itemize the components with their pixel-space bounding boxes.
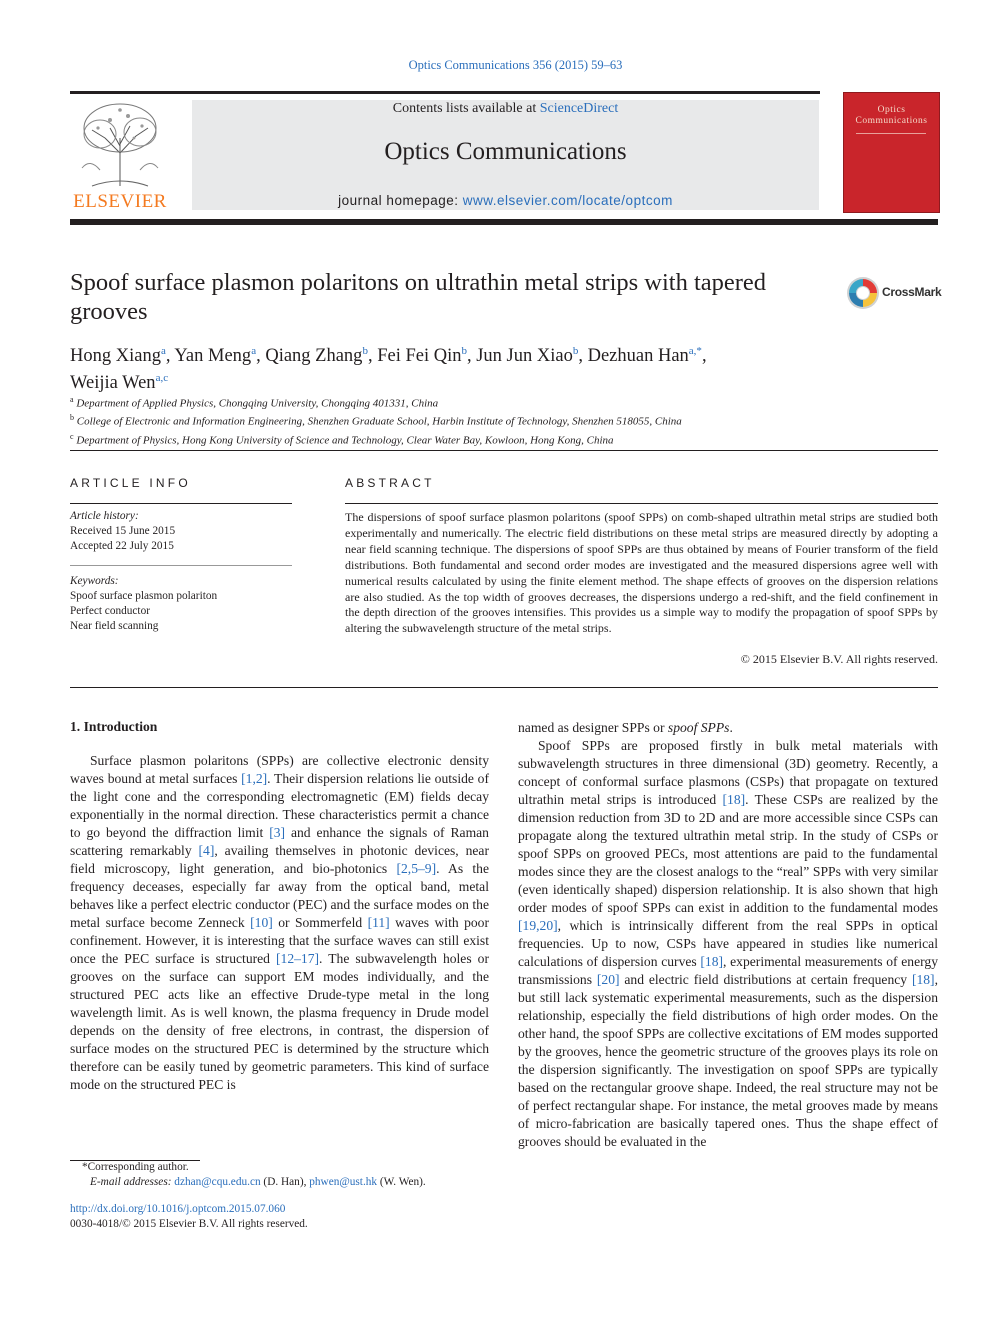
affiliation: $^c$ Department of Physics, Hong Kong University of Science and Technology, Clear Water Bay, Kowloon, Hong Kong, China [70, 431, 614, 447]
affiliation: $^b$ College of Electronic and Information Engineering, Shenzhen Graduate School, Harbin Institute of Technology, Shenzhen 518055, China [70, 413, 682, 428]
citation-link[interactable]: [4] [198, 843, 215, 858]
citation-link[interactable]: [2,5–9] [396, 861, 437, 876]
homepage-prefix: journal homepage: [338, 193, 463, 208]
crossmark-label: CrossMark [882, 285, 942, 299]
author-list: Hong Xiang$^a$, Yan Meng$^a$, Qiang Zhang$^b$, Fei Fei Qin$^b$, Jun Jun Xiao$^b$, Dezhuan Han$^{a,*}$, Weijia Wen$^{a,c}$ [70, 345, 707, 394]
crossmark-badge[interactable] [846, 276, 946, 310]
journal-reference[interactable]: Optics Communications 356 (2015) 59–63 [408, 58, 623, 72]
abstract-heading: ABSTRACT [345, 476, 435, 490]
author[interactable]: Fei Fei Qin$^b$ [377, 345, 467, 367]
citation-link[interactable]: [11] [367, 915, 390, 930]
body-text: , which is intrinsically different from the real SPPs in optical frequencies. Up to now, CSPs have appeared in studies like numerical calculations of dispersion curves [518, 918, 938, 969]
affiliations [70, 393, 940, 448]
elsevier-wordmark: ELSEVIER [73, 191, 167, 212]
elsevier-tree-icon [70, 98, 170, 190]
contents-prefix: Contents lists available at [392, 101, 540, 116]
author[interactable]: Yan Meng$^a$ [174, 345, 257, 367]
header-thick-rule [70, 219, 938, 225]
email-link[interactable]: phwen@ust.hk [309, 1176, 378, 1188]
citation-link[interactable]: [18] [722, 792, 746, 807]
journal-name: Optics Communications [384, 138, 627, 165]
header-top-rule [70, 91, 820, 94]
cover-title [844, 105, 939, 127]
cover-divider [856, 133, 926, 134]
keywords-label: Keywords: [70, 575, 119, 587]
doi-link[interactable]: http://dx.doi.org/10.1016/j.optcom.2015.07.060 [70, 1203, 286, 1215]
doi-block [70, 1202, 490, 1232]
citation-link[interactable]: [3] [269, 825, 286, 840]
author[interactable]: Qiang Zhang$^b$ [265, 345, 368, 367]
author[interactable]: Dezhuan Han$^{a,*}$ [587, 345, 702, 367]
article-info-heading: ARTICLE INFO [70, 476, 191, 490]
body-right-column [518, 719, 938, 1151]
email-link[interactable]: dzhan@cqu.edu.cn [174, 1176, 261, 1188]
corresponding-label: *Corresponding author. [82, 1161, 189, 1173]
cover-title-line1: Optics [877, 105, 906, 115]
author[interactable]: Jun Jun Xiao$^b$ [476, 345, 579, 367]
citation-link[interactable]: [18] [700, 954, 724, 969]
keyword: Perfect conductor [70, 605, 150, 617]
divider [70, 687, 938, 688]
issn-line: 0030-4018/© 2015 Elsevier B.V. All rights reserved. [70, 1218, 308, 1230]
citation-link[interactable]: [12–17] [276, 951, 320, 966]
body-text: and enhance the signals of Raman scattering remarkably [70, 825, 489, 858]
citation-link[interactable]: [1,2] [241, 771, 268, 786]
citation-link[interactable]: [10] [250, 915, 273, 930]
body-text: and electric field distributions at certain frequency [619, 972, 912, 987]
body-text: Spoof SPPs are proposed firstly in bulk metal materials with subwavelength structures in three dimensional (3D) geometry. Recently, a concept of conformal surface plasmons (CSPs) that propagate on textured ultrathin metal strips is introduced [518, 738, 938, 807]
accepted-date: Accepted 22 July 2015 [70, 540, 174, 552]
body-text: , availing themselves in photonic devices, near field microscopy, light generation, and bio-photonics [70, 843, 489, 876]
divider [70, 503, 292, 504]
body-text: Surface plasmon polaritons (SPPs) are collective electronic density waves bound at metal surfaces [70, 753, 489, 786]
divider [345, 503, 938, 504]
divider [70, 565, 292, 566]
author[interactable]: Weijia Wen$^{a,c}$ [70, 372, 169, 394]
corresponding-author-note [70, 1160, 490, 1190]
abstract-text: The dispersions of spoof surface plasmon polaritons (spoof SPPs) on comb-shaped ultrathin metal strips are studied both experimentally and numerically. The electric field distributions on these metal strips are measured directly by adopting a near field scanning technique. The dispersions of spoof SPPs are thus obtained by means of Fourier transform of the field distributions. Both fundamental and second order modes are investigated and the measured dispersions agree well with numerical results calculated by using the finite element method. The shape effects of grooves on the dispersion relations are also studied. As the top width of grooves decreases, the dispersions undergo a red-shift, and the field confinement in the depth direction of the grooves intensifies. This provides us a simple way to modify the propagation of spoof SPPs by altering the subwavelength structure of the metal strips. [345, 510, 938, 636]
body-text: . The subwavelength holes or grooves on the surface can support EM modes individually, and the structured PEC acts like an effective Drude-type metal in the long wavelength limit. As is well known, the plasma frequency in Drude model depends on the density of free electrons, in contrast, the dispersion of surface modes on the structured PEC is determined by the structure which therefore can be easily tuned by geometric parameters. This kind of surface mode on the structured PEC is [70, 951, 489, 1092]
sciencedirect-link[interactable]: ScienceDirect [539, 101, 619, 116]
keyword: Spoof surface plasmon polariton [70, 590, 218, 602]
paragraph [70, 752, 489, 1094]
section-heading: 1. Introduction [70, 719, 158, 734]
body-text: , experimental measurements of energy transmissions [518, 954, 938, 987]
abstract-copyright: © 2015 Elsevier B.V. All rights reserved. [740, 652, 938, 666]
citation-link[interactable]: [18] [911, 972, 935, 987]
article-history [70, 509, 292, 554]
body-text: . These CSPs are realized by the dimension reduction from 3D to 2D and are more accessible since CSPs can propagate along the textured ultrathin metal strip. In the study of CSPs or spoof SPPs on grooved PECs, most attentions are paid to the fundamental modes since they are the closest analogs to the “real” SPPs with very similar (even identically shaped) dispersion relationship. It is also shown that high order modes of spoof SPPs can exist in addition to the fundamental modes [518, 792, 938, 915]
affiliation: $^a$ Department of Applied Physics, Chongqing University, Chongqing 401331, China [70, 395, 439, 410]
citation-link[interactable]: [19,20] [518, 918, 558, 933]
journal-homepage-line [192, 193, 819, 208]
author[interactable]: Hong Xiang$^a$ [70, 345, 166, 367]
received-date: Received 15 June 2015 [70, 525, 176, 537]
email-line: E-mail addresses: dzhan@cqu.edu.cn (D. Han), phwen@ust.hk (W. Wen). [90, 1176, 426, 1188]
body-left-column [70, 752, 489, 1094]
paragraph-continuation: named as designer SPPs or spoof SPPs. [518, 720, 733, 735]
elsevier-logo[interactable] [70, 98, 170, 213]
body-text: . As the frequency deceases, especially far away from the optical band, metal behaves like a perfect electric conductor (PEC) and the surface modes on the metal surface become Zenneck [70, 861, 489, 930]
paragraph [518, 737, 938, 1151]
article-title: Spoof surface plasmon polaritons on ultrathin metal strips with tapered grooves [70, 269, 767, 325]
body-text: . Their dispersion relations lie outside of the light cone and the corresponding electromagnetic (EM) fields decay exponentially in the normal direction. These characteristics permit a chance to go beyond the diffraction limit [70, 771, 489, 840]
journal-cover-thumbnail[interactable] [843, 92, 940, 213]
homepage-link[interactable]: www.elsevier.com/locate/optcom [462, 193, 673, 208]
cover-title-line2: Communications [855, 116, 928, 126]
crossmark-icon [846, 276, 880, 310]
history-label: Article history: [70, 510, 139, 522]
body-text: , but still lack systematic experimental measurements, such as the dispersion relationship, especially the field distributions of high order modes. On the other hand, the spoof SPPs are collective excitations of EM modes supported by the grooves, hence the geometric structure of the grooves plays its role on the dispersion significantly. The investigation on spoof SPPs are typically based on the rectangular groove shape. Indeed, the real structure may not be of perfect rectangular shape. For instance, the metal grooves made by means of micro-fabrication are basically tapered ones. Thus the shape effect of grooves should be evaluated in the [518, 972, 938, 1149]
keyword: Near field scanning [70, 620, 159, 632]
body-text: or Sommerfeld [272, 915, 368, 930]
divider [70, 450, 938, 451]
citation-link[interactable]: [20] [596, 972, 620, 987]
contents-line [192, 101, 819, 117]
keywords [70, 574, 292, 634]
body-text: waves with poor confinement. However, it is interesting that the surface waves can still exist once the PEC surface is structured [70, 915, 490, 966]
